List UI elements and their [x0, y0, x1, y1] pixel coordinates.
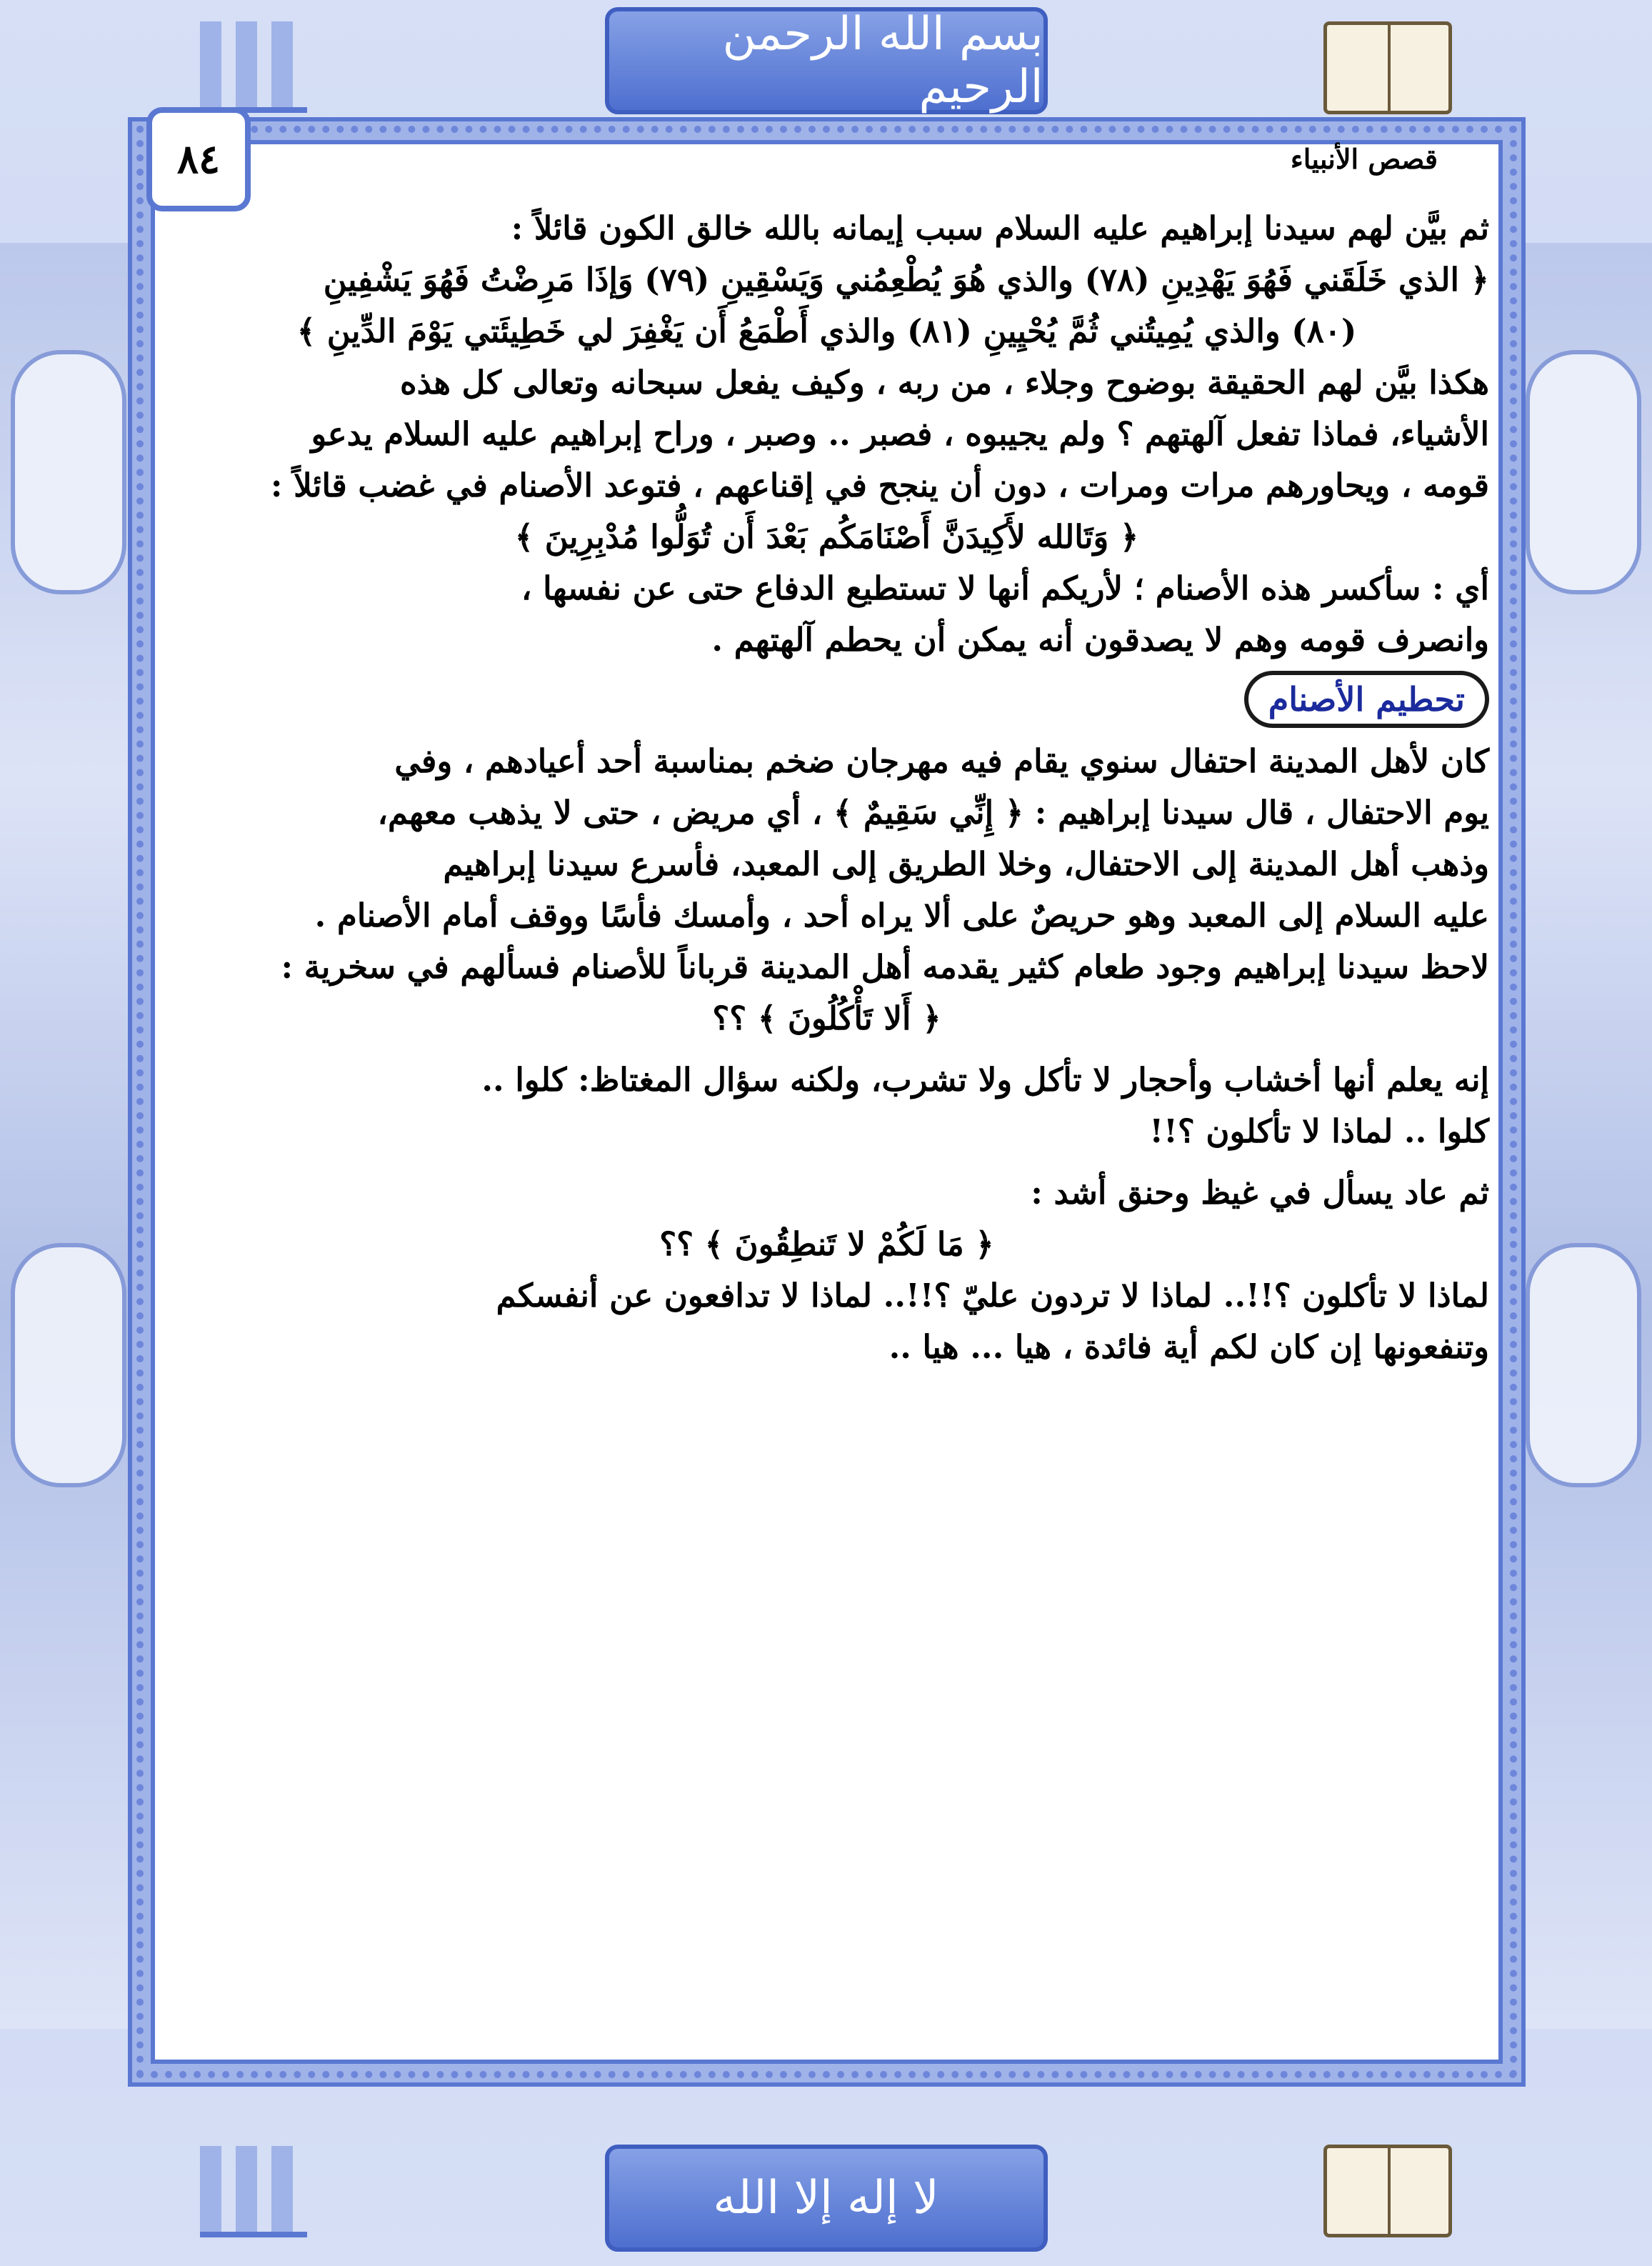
- paragraph: وتنفعونها إن كان لكم أية فائدة ، هيا ... هيا ..: [888, 1328, 1489, 1366]
- paragraph: أي : سأكسر هذه الأصنام ؛ لأريكم أنها لا تستطيع الدفاع حتى عن نفسها ،: [521, 569, 1489, 607]
- paragraph: ثم بيَّن لهم سيدنا إبراهيم عليه السلام سبب إيمانه بالله خالق الكون قائلاً :: [511, 209, 1489, 247]
- left-calligraphy-medallion-2: [11, 1243, 126, 1487]
- paragraph: لماذا لا تأكلون ؟!!.. لماذا لا تردون عليّ ؟!!.. لماذا لا تدافعون عن أنفسكم: [496, 1277, 1489, 1314]
- paragraph: إنه يعلم أنها أخشاب وأحجار لا تأكل ولا تشرب، ولكنه سؤال المغتاظ: كلوا ..: [481, 1061, 1489, 1099]
- quran-verse: (٨٠) والذي يُمِيتُني ثُمَّ يُحْيِينِ (٨١) والذي أَطْمَعُ أَن يَغْفِرَ لي خَطِيئَتي يَوْمَ الدِّينِ ﴾: [296, 312, 1357, 350]
- paragraph: الأشياء، فماذا تفعل آلهتهم ؟ ولم يجيبوه ، فصبر .. وصبر ، وراح إبراهيم عليه السلام يدعو: [311, 415, 1489, 453]
- candles-icon-bottom: [200, 2146, 307, 2237]
- paragraph: كان لأهل المدينة احتفال سنوي يقام فيه مهرجان ضخم بمناسبة أحد أعيادهم ، وفي: [394, 742, 1489, 780]
- section-heading-wrap: [164, 667, 1489, 737]
- tawhid-text: لا إله إلا الله: [713, 2172, 939, 2225]
- quran-verse: ﴿ مَا لَكُمْ لا تَنطِقُونَ ﴾ ؟؟: [659, 1225, 994, 1263]
- spacer: [164, 1158, 1489, 1168]
- paragraph: هكذا بيَّن لهم الحقيقة بوضوح وجلاء ، من ربه ، وكيف يفعل سبحانه وتعالى كل هذه: [400, 364, 1489, 401]
- open-book-icon: [1323, 21, 1452, 114]
- quran-verse: ﴿ الذي خَلَقَني فَهُوَ يَهْدِينِ (٧٨) والذي هُوَ يُطْعِمُني وَيَسْقِينِ (٧٩) وَإذَا مَرِضْتُ فَهُوَ يَشْفِينِ: [323, 261, 1489, 299]
- spacer: [164, 1045, 1489, 1055]
- left-decorative-panel: [0, 243, 129, 2029]
- running-head: قصص الأنبياء: [1290, 143, 1438, 175]
- paragraph: ثم عاد يسأل في غيظ وحنق أشد :: [1031, 1174, 1489, 1212]
- basmala-text: بسم الله الرحمن الرحيم: [722, 8, 1043, 114]
- right-calligraphy-medallion: [1526, 350, 1641, 594]
- paragraph: لاحظ سيدنا إبراهيم وجود طعام كثير يقدمه أهل المدينة قرباناً للأصنام فسألهم في سخرية :: [281, 948, 1489, 986]
- bottom-calligraphy-banner: [605, 2145, 1048, 2252]
- open-book-icon-bottom: [1323, 2145, 1452, 2237]
- left-calligraphy-medallion: [11, 350, 126, 594]
- quran-verse: ﴿ وَتَالله لأَكِيدَنَّ أَصْنَامَكُم بَعْدَ أَن تُوَلُّوا مُدْبِرِينَ ﴾: [514, 518, 1139, 556]
- paragraph: كلوا .. لماذا لا تأكلون ؟!!: [1149, 1112, 1489, 1150]
- paragraph: وذهب أهل المدينة إلى الاحتفال، وخلا الطريق إلى المعبد، فأسرع سيدنا إبراهيم: [443, 845, 1489, 883]
- right-decorative-panel: [1523, 243, 1652, 2029]
- paragraph: عليه السلام إلى المعبد وهو حريصٌ على ألا يراه أحد ، وأمسك فأسًا ووقف أمام الأصنام .: [314, 897, 1489, 934]
- candles-icon: [200, 21, 307, 113]
- paragraph: يوم الاحتفال ، قال سيدنا إبراهيم : ﴿ إِنِّي سَقِيمٌ ﴾ ، أي مريض ، حتى لا يذهب معهم،: [377, 794, 1489, 832]
- paragraph: وانصرف قومه وهم لا يصدقون أنه يمكن أن يحطم آلهتهم .: [711, 621, 1489, 659]
- page-number: ٨٤: [146, 107, 251, 211]
- page-content: [164, 204, 1489, 1374]
- quran-verse: ﴿ أَلا تَأْكُلُونَ ﴾ ؟؟: [712, 999, 941, 1037]
- right-calligraphy-medallion-2: [1526, 1243, 1641, 1487]
- paragraph: قومه ، ويحاورهم مرات ومرات ، دون أن ينجح في إقناعهم ، فتوعد الأصنام في غضب قائلاً :: [270, 466, 1489, 504]
- section-title: تحطيم الأصنام: [1244, 671, 1489, 728]
- top-calligraphy-banner: [605, 7, 1048, 114]
